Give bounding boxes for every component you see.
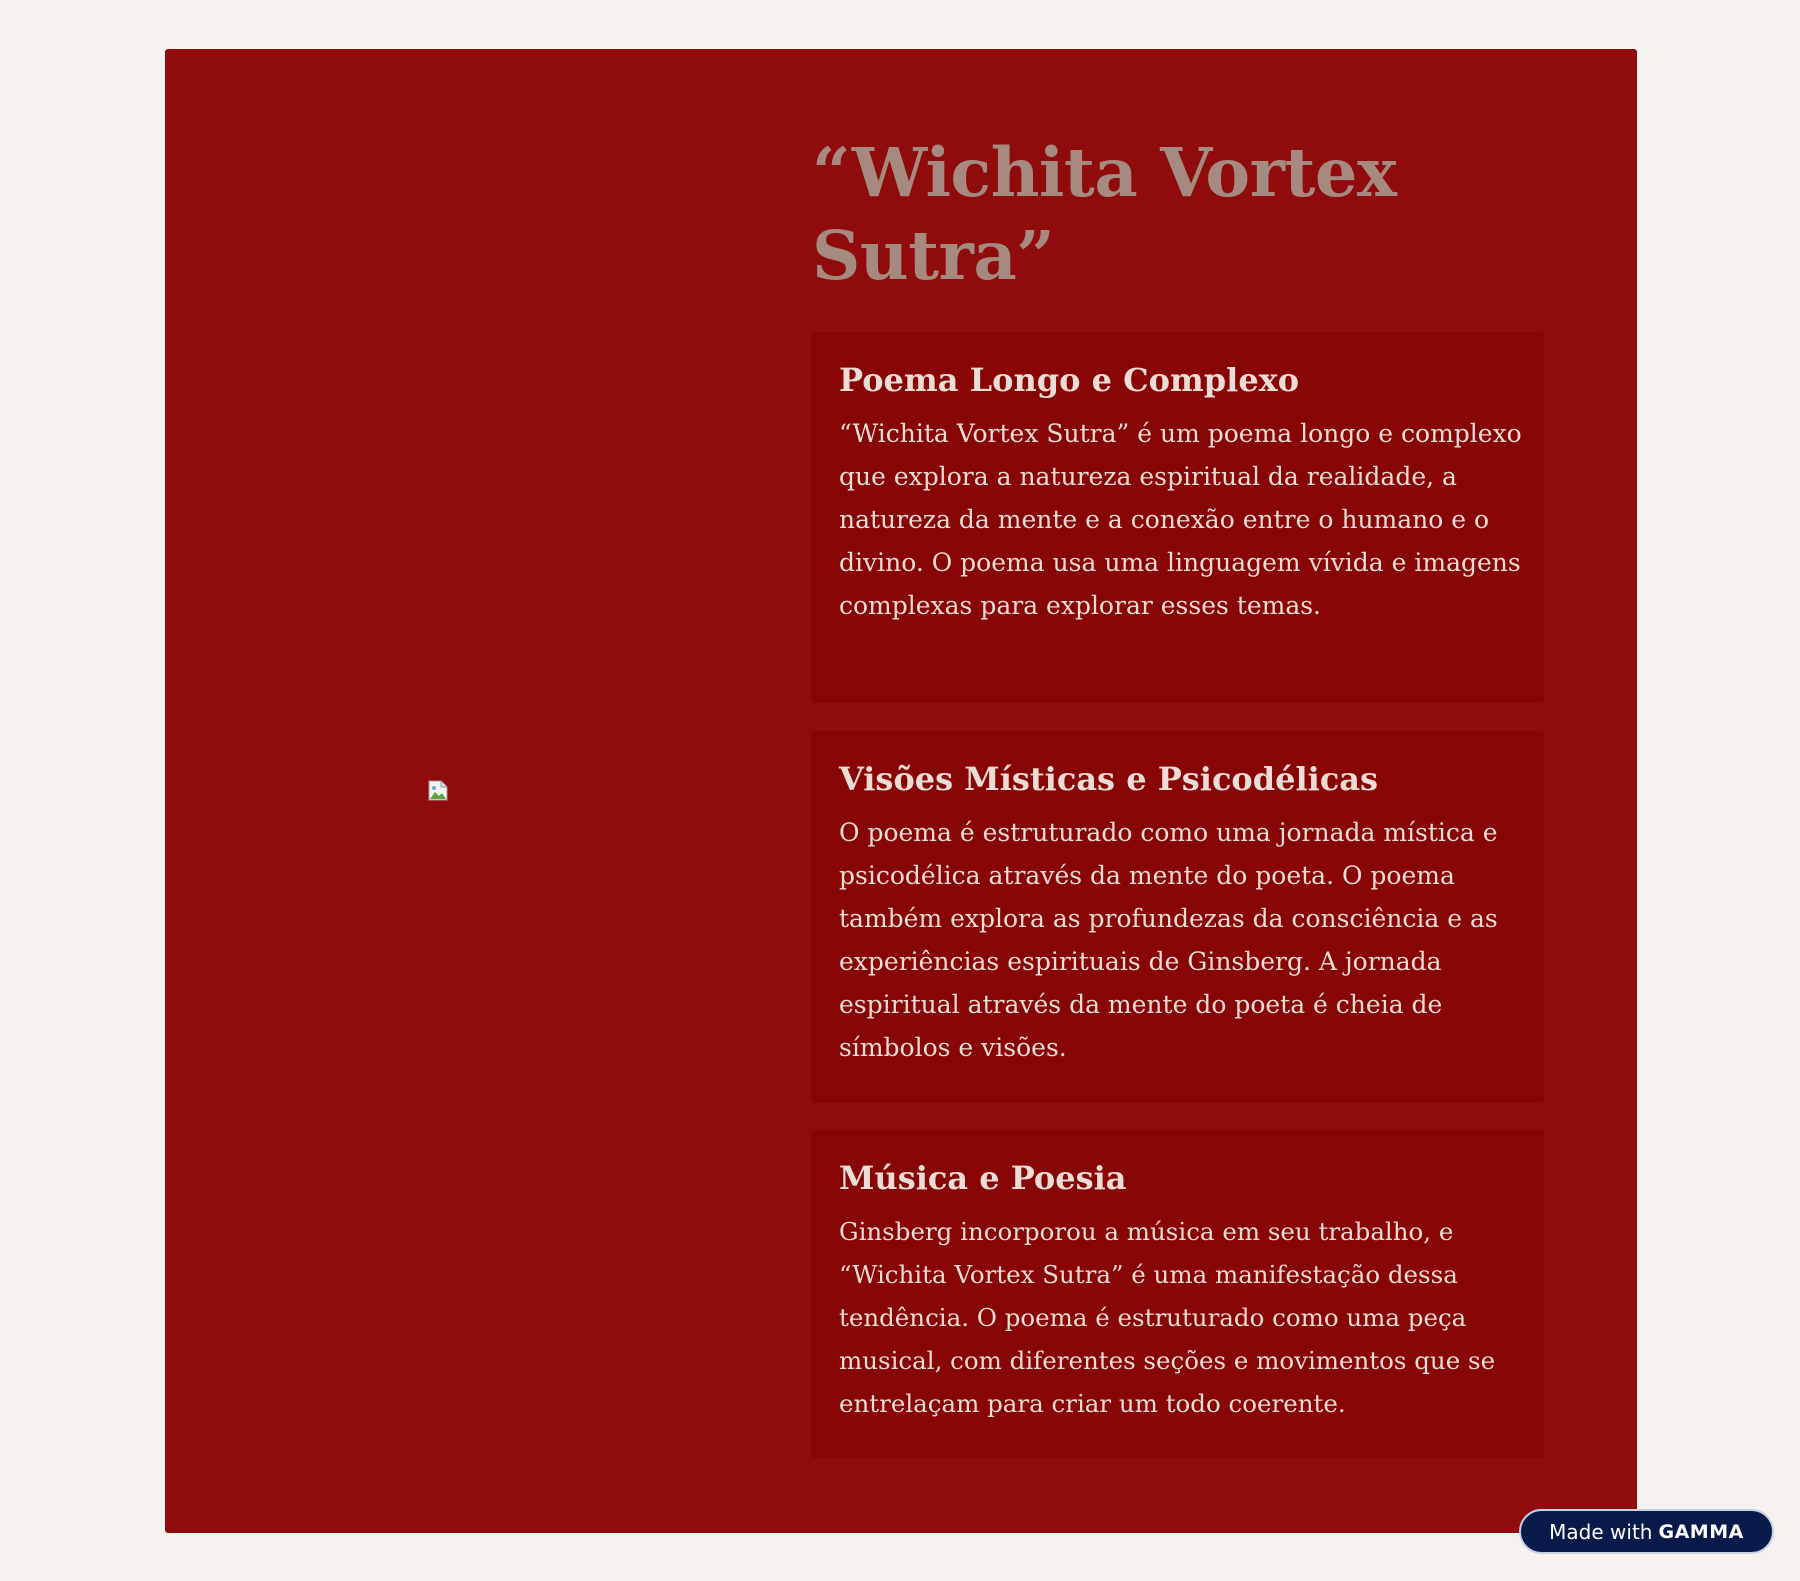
section-heading: Poema Longo e Complexo [839,361,1300,399]
slide-title: “Wichita Vortex Sutra” [812,133,1397,295]
section-body: Ginsberg incorporou a música em seu trabalho, e “Wichita Vortex Sutra” é uma manifestação dessa tendência. O poema é estruturado como uma peça musical, com diferentes seções e movimentos que se entrelaçam para criar um todo coerente. [839,1217,1496,1418]
gamma-logo: GAMMA [1658,1520,1744,1543]
section-body: “Wichita Vortex Sutra” é um poema longo e complexo que explora a natureza espiritual da realidade, a natureza da mente e a conexão entre o humano e o divino. O poema usa uma linguagem vívida e imagens complexas para explorar esses temas. [839,419,1522,620]
section-heading: Visões Místicas e Psicodélicas [839,760,1379,798]
section-musica-poesia [811,1130,1544,1458]
badge-prefix: Made with [1549,1519,1653,1544]
made-with-gamma-badge[interactable] [1519,1509,1774,1554]
section-body: O poema é estruturado como uma jornada mística e psicodélica através da mente do poeta. O poema também explora as profundezas da consciência e as experiências espirituais de Ginsberg. A jornada espiritual através da mente do poeta é cheia de símbolos e visões. [839,818,1498,1062]
section-heading: Música e Poesia [839,1159,1127,1197]
slide-card [165,49,1637,1533]
section-poema-longo [811,332,1544,703]
image-area [165,49,765,1533]
section-visoes-misticas [811,731,1544,1103]
broken-image-icon [427,780,449,802]
